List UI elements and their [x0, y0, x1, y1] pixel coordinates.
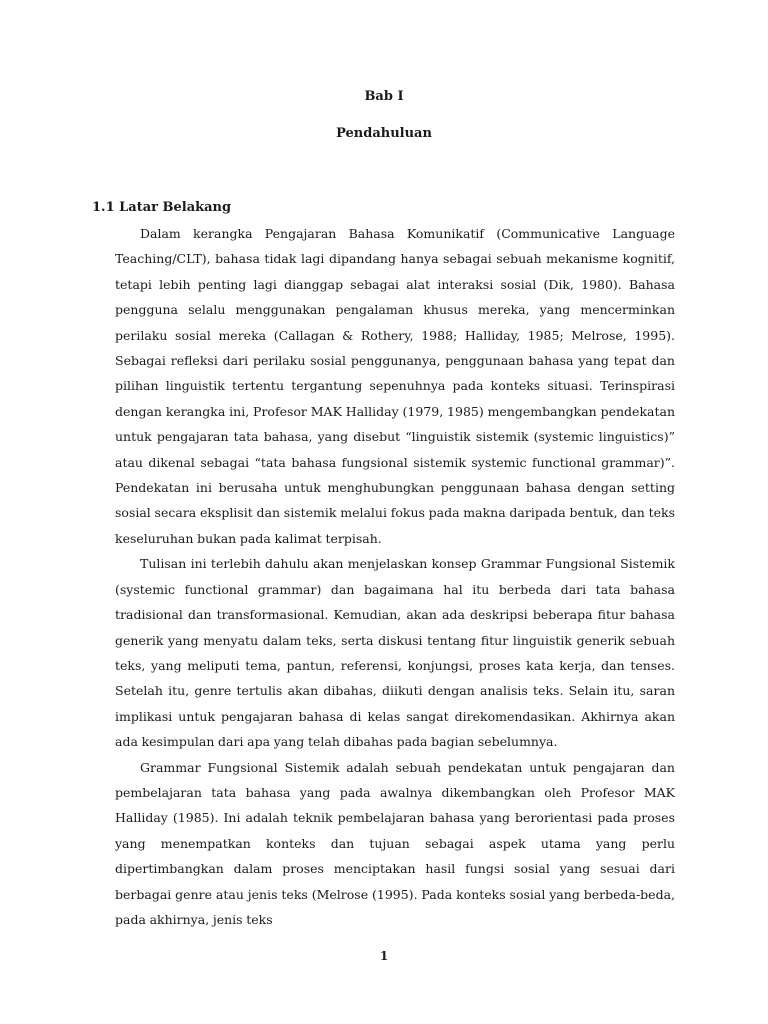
paragraph-3: Grammar Fungsional Sistemik adalah sebuah pendekatan untuk pengajaran dan pembelajaran tata bahasa yang pada awalnya dikembangkan oleh Profesor MAK Halliday (1985). Ini adalah teknik pembelajaran bahasa yang berorientasi pada proses yang menempatkan konteks dan tujuan sebagai aspek utama yang perlu dipertimbangkan dalam proses menciptakan hasil fungsi sosial yang sesuai dari berbagai genre atau jenis teks (Melrose (1995). Pada konteks sosial yang berbeda-beda, pada akhirnya, jenis teks	[115, 759, 675, 927]
paragraph-1: Dalam kerangka Pengajaran Bahasa Komunikatif (Communicative Language Teaching/CLT), bahasa tidak lagi dipandang hanya sebagai sebuah mekanisme kognitif, tetapi lebih penting lagi dianggap sebagai alat interaksi sosial (Dik, 1980). Bahasa pengguna selalu menggunakan pengalaman khusus mereka, yang mencerminkan perilaku sosial mereka (Callagan & Rothery, 1988; Halliday, 1985; Melrose, 1995). Sebagai refleksi dari perilaku sosial penggunanya, penggunaan bahasa yang tepat dan pilihan linguistik tertentu tergantung sepenuhnya pada konteks situasi. Terinspirasi dengan kerangka ini, Profesor MAK Halliday (1979, 1985) mengembangkan pendekatan untuk pengajaran tata bahasa, yang disebut “linguistik sistemik (systemic linguistics)” atau dikenal sebagai “tata bahasa fungsional sistemik systemic functional grammar)”. Pendekatan ini berusaha untuk menghubungkan penggunaan bahasa dengan setting sosial secara eksplisit dan sistemik melalui fokus pada makna daripada bentuk, dan teks keseluruhan bukan pada kalimat terpisah.	[115, 226, 675, 546]
chapter-number: Bab I	[364, 89, 404, 104]
chapter-title: Pendahuluan	[336, 126, 432, 141]
body-text	[115, 221, 675, 932]
paragraph-2: Tulisan ini terlebih dahulu akan menjelaskan konsep Grammar Fungsional Sistemik (systemic functional grammar) dan bagaimana hal itu berbeda dari tata bahasa tradisional dan transformasional. Kemudian, akan ada deskripsi beberapa fitur bahasa generik yang menyatu dalam teks, serta diskusi tentang fitur linguistik generik sebuah teks, yang meliputi tema, pantun, referensi, konjungsi, proses kata kerja, dan tenses. Setelah itu, genre tertulis akan dibahas, diikuti dengan analisis teks. Selain itu, saran implikasi untuk pengajaran bahasa di kelas sangat direkomendasikan. Akhirnya akan ada kesimpulan dari apa yang telah dibahas pada bagian sebelumnya.	[115, 556, 675, 750]
page-number: 1	[379, 949, 389, 963]
section-heading: 1.1 Latar Belakang	[92, 200, 232, 215]
